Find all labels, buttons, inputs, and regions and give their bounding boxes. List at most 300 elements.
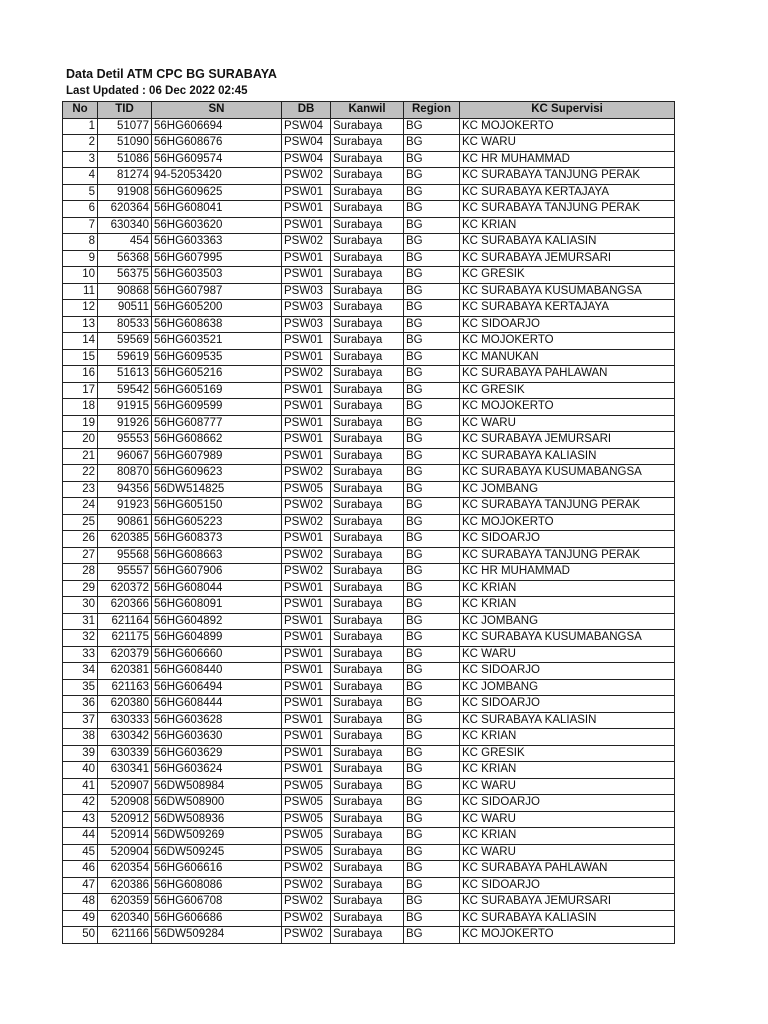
cell-db: PSW01: [282, 613, 331, 630]
cell-sn: 56HG603629: [152, 745, 282, 762]
cell-no: 30: [63, 597, 98, 614]
cell-db: PSW01: [282, 679, 331, 696]
cell-region: BG: [404, 151, 460, 168]
cell-tid: 59619: [98, 349, 152, 366]
cell-no: 40: [63, 762, 98, 779]
cell-db: PSW01: [282, 580, 331, 597]
cell-kc-supervisi: KC WARU: [460, 811, 675, 828]
cell-region: BG: [404, 201, 460, 218]
cell-no: 47: [63, 877, 98, 894]
cell-region: BG: [404, 828, 460, 845]
table-row: [63, 877, 675, 894]
cell-db: PSW01: [282, 184, 331, 201]
cell-region: BG: [404, 663, 460, 680]
table-row: [63, 514, 675, 531]
cell-kc-supervisi: KC JOMBANG: [460, 481, 675, 498]
table-row: [63, 448, 675, 465]
cell-tid: 621166: [98, 927, 152, 944]
cell-kc-supervisi: KC SURABAYA JEMURSARI: [460, 894, 675, 911]
cell-kc-supervisi: KC SIDOARJO: [460, 531, 675, 548]
cell-sn: 56HG608373: [152, 531, 282, 548]
cell-tid: 51090: [98, 135, 152, 152]
cell-sn: 56HG609623: [152, 465, 282, 482]
cell-sn: 56HG607906: [152, 564, 282, 581]
cell-sn: 56HG603363: [152, 234, 282, 251]
cell-kanwil: Surabaya: [331, 663, 404, 680]
cell-region: BG: [404, 844, 460, 861]
table-row: [63, 762, 675, 779]
cell-kc-supervisi: KC MOJOKERTO: [460, 927, 675, 944]
document-title: Data Detil ATM CPC BG SURABAYA: [66, 67, 277, 81]
cell-no: 48: [63, 894, 98, 911]
cell-kanwil: Surabaya: [331, 448, 404, 465]
cell-no: 36: [63, 696, 98, 713]
cell-db: PSW03: [282, 316, 331, 333]
table-row: [63, 201, 675, 218]
header-kanwil: Kanwil: [331, 102, 404, 119]
cell-db: PSW05: [282, 828, 331, 845]
cell-kc-supervisi: KC MANUKAN: [460, 349, 675, 366]
cell-no: 18: [63, 399, 98, 416]
table-row: [63, 300, 675, 317]
header-kc-supervisi: KC Supervisi: [460, 102, 675, 119]
cell-no: 42: [63, 795, 98, 812]
cell-sn: 56HG603630: [152, 729, 282, 746]
table-row: [63, 415, 675, 432]
cell-kc-supervisi: KC SIDOARJO: [460, 696, 675, 713]
cell-kanwil: Surabaya: [331, 894, 404, 911]
table-row: [63, 399, 675, 416]
cell-sn: 56HG606694: [152, 118, 282, 135]
cell-no: 32: [63, 630, 98, 647]
cell-kc-supervisi: KC SURABAYA KALIASIN: [460, 712, 675, 729]
table-row: [63, 630, 675, 647]
table-row: [63, 663, 675, 680]
cell-sn: 56HG608777: [152, 415, 282, 432]
cell-no: 50: [63, 927, 98, 944]
cell-kanwil: Surabaya: [331, 630, 404, 647]
cell-no: 6: [63, 201, 98, 218]
table-row: [63, 861, 675, 878]
cell-sn: 56HG608041: [152, 201, 282, 218]
cell-no: 5: [63, 184, 98, 201]
table-row: [63, 217, 675, 234]
cell-db: PSW04: [282, 151, 331, 168]
cell-no: 45: [63, 844, 98, 861]
cell-region: BG: [404, 679, 460, 696]
table-row: [63, 531, 675, 548]
cell-region: BG: [404, 250, 460, 267]
cell-tid: 620379: [98, 646, 152, 663]
cell-region: BG: [404, 531, 460, 548]
cell-sn: 56HG605169: [152, 382, 282, 399]
cell-kc-supervisi: KC GRESIK: [460, 267, 675, 284]
cell-tid: 51086: [98, 151, 152, 168]
table-row: [63, 597, 675, 614]
cell-no: 38: [63, 729, 98, 746]
cell-kanwil: Surabaya: [331, 349, 404, 366]
cell-sn: 56HG605200: [152, 300, 282, 317]
cell-sn: 56HG608086: [152, 877, 282, 894]
cell-region: BG: [404, 118, 460, 135]
cell-sn: 56HG608440: [152, 663, 282, 680]
cell-no: 39: [63, 745, 98, 762]
cell-db: PSW01: [282, 217, 331, 234]
cell-tid: 56368: [98, 250, 152, 267]
cell-tid: 80870: [98, 465, 152, 482]
table-row: [63, 811, 675, 828]
cell-sn: 56HG603503: [152, 267, 282, 284]
cell-region: BG: [404, 630, 460, 647]
cell-region: BG: [404, 316, 460, 333]
table-row: [63, 927, 675, 944]
cell-db: PSW01: [282, 399, 331, 416]
table-row: [63, 828, 675, 845]
cell-kc-supervisi: KC JOMBANG: [460, 613, 675, 630]
cell-tid: 630339: [98, 745, 152, 762]
cell-db: PSW01: [282, 382, 331, 399]
cell-kc-supervisi: KC SURABAYA PAHLAWAN: [460, 366, 675, 383]
cell-region: BG: [404, 415, 460, 432]
cell-db: PSW01: [282, 267, 331, 284]
cell-tid: 94356: [98, 481, 152, 498]
cell-db: PSW02: [282, 366, 331, 383]
cell-sn: 56HG606616: [152, 861, 282, 878]
cell-db: PSW02: [282, 465, 331, 482]
cell-kc-supervisi: KC KRIAN: [460, 729, 675, 746]
cell-tid: 90868: [98, 283, 152, 300]
cell-kanwil: Surabaya: [331, 481, 404, 498]
cell-db: PSW05: [282, 811, 331, 828]
cell-kc-supervisi: KC KRIAN: [460, 762, 675, 779]
cell-kc-supervisi: KC SURABAYA KERTAJAYA: [460, 184, 675, 201]
cell-tid: 95568: [98, 547, 152, 564]
cell-region: BG: [404, 448, 460, 465]
table-row: [63, 910, 675, 927]
cell-no: 2: [63, 135, 98, 152]
cell-kanwil: Surabaya: [331, 811, 404, 828]
cell-kanwil: Surabaya: [331, 514, 404, 531]
cell-no: 4: [63, 168, 98, 185]
cell-kc-supervisi: KC SURABAYA JEMURSARI: [460, 432, 675, 449]
cell-kanwil: Surabaya: [331, 795, 404, 812]
cell-kc-supervisi: KC SURABAYA KUSUMABANGSA: [460, 465, 675, 482]
cell-tid: 59569: [98, 333, 152, 350]
cell-tid: 620364: [98, 201, 152, 218]
table-header-row: [63, 102, 675, 119]
cell-region: BG: [404, 366, 460, 383]
cell-region: BG: [404, 333, 460, 350]
cell-region: BG: [404, 547, 460, 564]
cell-kanwil: Surabaya: [331, 531, 404, 548]
cell-tid: 520908: [98, 795, 152, 812]
cell-sn: 56HG608676: [152, 135, 282, 152]
cell-kanwil: Surabaya: [331, 465, 404, 482]
cell-db: PSW02: [282, 927, 331, 944]
cell-region: BG: [404, 283, 460, 300]
cell-region: BG: [404, 399, 460, 416]
cell-tid: 91926: [98, 415, 152, 432]
cell-region: BG: [404, 514, 460, 531]
cell-no: 35: [63, 679, 98, 696]
cell-kc-supervisi: KC JOMBANG: [460, 679, 675, 696]
cell-kanwil: Surabaya: [331, 168, 404, 185]
cell-no: 14: [63, 333, 98, 350]
cell-no: 49: [63, 910, 98, 927]
table-row: [63, 135, 675, 152]
table-row: [63, 679, 675, 696]
cell-sn: 56HG608444: [152, 696, 282, 713]
cell-db: PSW05: [282, 481, 331, 498]
cell-kanwil: Surabaya: [331, 415, 404, 432]
table-row: [63, 580, 675, 597]
table-row: [63, 894, 675, 911]
cell-db: PSW01: [282, 597, 331, 614]
cell-region: BG: [404, 877, 460, 894]
cell-db: PSW01: [282, 646, 331, 663]
cell-kc-supervisi: KC SIDOARJO: [460, 316, 675, 333]
cell-region: BG: [404, 597, 460, 614]
table-row: [63, 333, 675, 350]
cell-db: PSW01: [282, 415, 331, 432]
cell-region: BG: [404, 135, 460, 152]
cell-sn: 56HG606708: [152, 894, 282, 911]
cell-no: 41: [63, 778, 98, 795]
cell-kc-supervisi: KC MOJOKERTO: [460, 399, 675, 416]
table-row: [63, 696, 675, 713]
cell-db: PSW02: [282, 877, 331, 894]
cell-region: BG: [404, 465, 460, 482]
cell-region: BG: [404, 349, 460, 366]
cell-no: 13: [63, 316, 98, 333]
cell-db: PSW01: [282, 712, 331, 729]
cell-tid: 621164: [98, 613, 152, 630]
cell-kc-supervisi: KC MOJOKERTO: [460, 118, 675, 135]
cell-kanwil: Surabaya: [331, 250, 404, 267]
cell-no: 10: [63, 267, 98, 284]
cell-kanwil: Surabaya: [331, 613, 404, 630]
cell-no: 24: [63, 498, 98, 515]
cell-kc-supervisi: KC SIDOARJO: [460, 877, 675, 894]
cell-sn: 56DW508936: [152, 811, 282, 828]
cell-sn: 56HG603628: [152, 712, 282, 729]
cell-kc-supervisi: KC HR MUHAMMAD: [460, 151, 675, 168]
cell-kanwil: Surabaya: [331, 267, 404, 284]
cell-no: 44: [63, 828, 98, 845]
cell-no: 20: [63, 432, 98, 449]
cell-tid: 91908: [98, 184, 152, 201]
cell-tid: 620354: [98, 861, 152, 878]
cell-kanwil: Surabaya: [331, 399, 404, 416]
cell-sn: 56HG606494: [152, 679, 282, 696]
cell-region: BG: [404, 168, 460, 185]
cell-kanwil: Surabaya: [331, 201, 404, 218]
cell-no: 7: [63, 217, 98, 234]
cell-db: PSW01: [282, 250, 331, 267]
cell-tid: 81274: [98, 168, 152, 185]
table-row: [63, 795, 675, 812]
table-row: [63, 729, 675, 746]
cell-db: PSW02: [282, 861, 331, 878]
cell-tid: 90511: [98, 300, 152, 317]
cell-db: PSW01: [282, 762, 331, 779]
cell-kanwil: Surabaya: [331, 283, 404, 300]
cell-kc-supervisi: KC SURABAYA KALIASIN: [460, 234, 675, 251]
cell-kc-supervisi: KC WARU: [460, 135, 675, 152]
header-no: No: [63, 102, 98, 119]
cell-no: 46: [63, 861, 98, 878]
cell-region: BG: [404, 646, 460, 663]
cell-sn: 56HG604899: [152, 630, 282, 647]
cell-tid: 520907: [98, 778, 152, 795]
cell-tid: 630333: [98, 712, 152, 729]
cell-db: PSW03: [282, 300, 331, 317]
cell-db: PSW03: [282, 283, 331, 300]
cell-db: PSW01: [282, 349, 331, 366]
cell-kanwil: Surabaya: [331, 234, 404, 251]
cell-region: BG: [404, 712, 460, 729]
cell-no: 25: [63, 514, 98, 531]
header-db: DB: [282, 102, 331, 119]
cell-kc-supervisi: KC SURABAYA JEMURSARI: [460, 250, 675, 267]
cell-sn: 56HG607987: [152, 283, 282, 300]
cell-no: 15: [63, 349, 98, 366]
cell-no: 12: [63, 300, 98, 317]
cell-tid: 630340: [98, 217, 152, 234]
cell-region: BG: [404, 696, 460, 713]
cell-db: PSW04: [282, 135, 331, 152]
cell-kc-supervisi: KC SURABAYA KERTAJAYA: [460, 300, 675, 317]
cell-db: PSW02: [282, 168, 331, 185]
cell-tid: 620366: [98, 597, 152, 614]
cell-tid: 620340: [98, 910, 152, 927]
table-row: [63, 168, 675, 185]
table-row: [63, 564, 675, 581]
cell-db: PSW02: [282, 910, 331, 927]
cell-kanwil: Surabaya: [331, 382, 404, 399]
cell-kanwil: Surabaya: [331, 118, 404, 135]
cell-sn: 56HG603521: [152, 333, 282, 350]
cell-region: BG: [404, 267, 460, 284]
cell-tid: 90861: [98, 514, 152, 531]
header-sn: SN: [152, 102, 282, 119]
table-row: [63, 151, 675, 168]
cell-sn: 56DW508984: [152, 778, 282, 795]
cell-region: BG: [404, 762, 460, 779]
cell-sn: 56DW508900: [152, 795, 282, 812]
cell-sn: 56HG609625: [152, 184, 282, 201]
cell-sn: 56HG603620: [152, 217, 282, 234]
cell-sn: 56HG607989: [152, 448, 282, 465]
cell-kanwil: Surabaya: [331, 547, 404, 564]
cell-sn: 56HG605150: [152, 498, 282, 515]
table-row: [63, 283, 675, 300]
cell-tid: 59542: [98, 382, 152, 399]
cell-no: 21: [63, 448, 98, 465]
cell-kanwil: Surabaya: [331, 217, 404, 234]
cell-kc-supervisi: KC KRIAN: [460, 217, 675, 234]
cell-kc-supervisi: KC SURABAYA TANJUNG PERAK: [460, 168, 675, 185]
cell-kanwil: Surabaya: [331, 729, 404, 746]
cell-tid: 95557: [98, 564, 152, 581]
cell-sn: 56DW509284: [152, 927, 282, 944]
table-row: [63, 366, 675, 383]
cell-region: BG: [404, 894, 460, 911]
header-region: Region: [404, 102, 460, 119]
cell-region: BG: [404, 580, 460, 597]
cell-region: BG: [404, 481, 460, 498]
cell-kanwil: Surabaya: [331, 828, 404, 845]
cell-no: 19: [63, 415, 98, 432]
cell-sn: 56HG606660: [152, 646, 282, 663]
cell-kc-supervisi: KC SURABAYA TANJUNG PERAK: [460, 498, 675, 515]
cell-kanwil: Surabaya: [331, 745, 404, 762]
cell-sn: 56HG607995: [152, 250, 282, 267]
cell-db: PSW02: [282, 564, 331, 581]
cell-sn: 56HG606686: [152, 910, 282, 927]
cell-tid: 620385: [98, 531, 152, 548]
cell-kanwil: Surabaya: [331, 333, 404, 350]
cell-kanwil: Surabaya: [331, 778, 404, 795]
cell-no: 17: [63, 382, 98, 399]
cell-db: PSW02: [282, 514, 331, 531]
cell-db: PSW05: [282, 778, 331, 795]
cell-region: BG: [404, 811, 460, 828]
cell-tid: 630342: [98, 729, 152, 746]
last-updated: Last Updated : 06 Dec 2022 02:45: [66, 85, 248, 97]
cell-kanwil: Surabaya: [331, 679, 404, 696]
cell-no: 3: [63, 151, 98, 168]
cell-db: PSW04: [282, 118, 331, 135]
cell-sn: 56DW509245: [152, 844, 282, 861]
cell-kanwil: Surabaya: [331, 564, 404, 581]
cell-tid: 520914: [98, 828, 152, 845]
cell-sn: 56HG608638: [152, 316, 282, 333]
cell-kanwil: Surabaya: [331, 135, 404, 152]
cell-no: 9: [63, 250, 98, 267]
table-row: [63, 432, 675, 449]
cell-tid: 620372: [98, 580, 152, 597]
cell-region: BG: [404, 778, 460, 795]
cell-tid: 620380: [98, 696, 152, 713]
cell-kanwil: Surabaya: [331, 151, 404, 168]
cell-kanwil: Surabaya: [331, 712, 404, 729]
cell-db: PSW05: [282, 844, 331, 861]
cell-kc-supervisi: KC GRESIK: [460, 382, 675, 399]
cell-tid: 454: [98, 234, 152, 251]
cell-kc-supervisi: KC KRIAN: [460, 597, 675, 614]
cell-kc-supervisi: KC MOJOKERTO: [460, 333, 675, 350]
cell-tid: 51077: [98, 118, 152, 135]
cell-kc-supervisi: KC WARU: [460, 646, 675, 663]
table-row: [63, 250, 675, 267]
cell-db: PSW01: [282, 696, 331, 713]
cell-no: 22: [63, 465, 98, 482]
cell-db: PSW01: [282, 448, 331, 465]
cell-kc-supervisi: KC WARU: [460, 844, 675, 861]
cell-tid: 520904: [98, 844, 152, 861]
cell-kc-supervisi: KC SURABAYA TANJUNG PERAK: [460, 547, 675, 564]
cell-region: BG: [404, 217, 460, 234]
table-row: [63, 382, 675, 399]
cell-kanwil: Surabaya: [331, 498, 404, 515]
cell-tid: 91915: [98, 399, 152, 416]
table-row: [63, 498, 675, 515]
cell-sn: 56HG604892: [152, 613, 282, 630]
table-row: [63, 778, 675, 795]
table-row: [63, 234, 675, 251]
cell-db: PSW02: [282, 894, 331, 911]
